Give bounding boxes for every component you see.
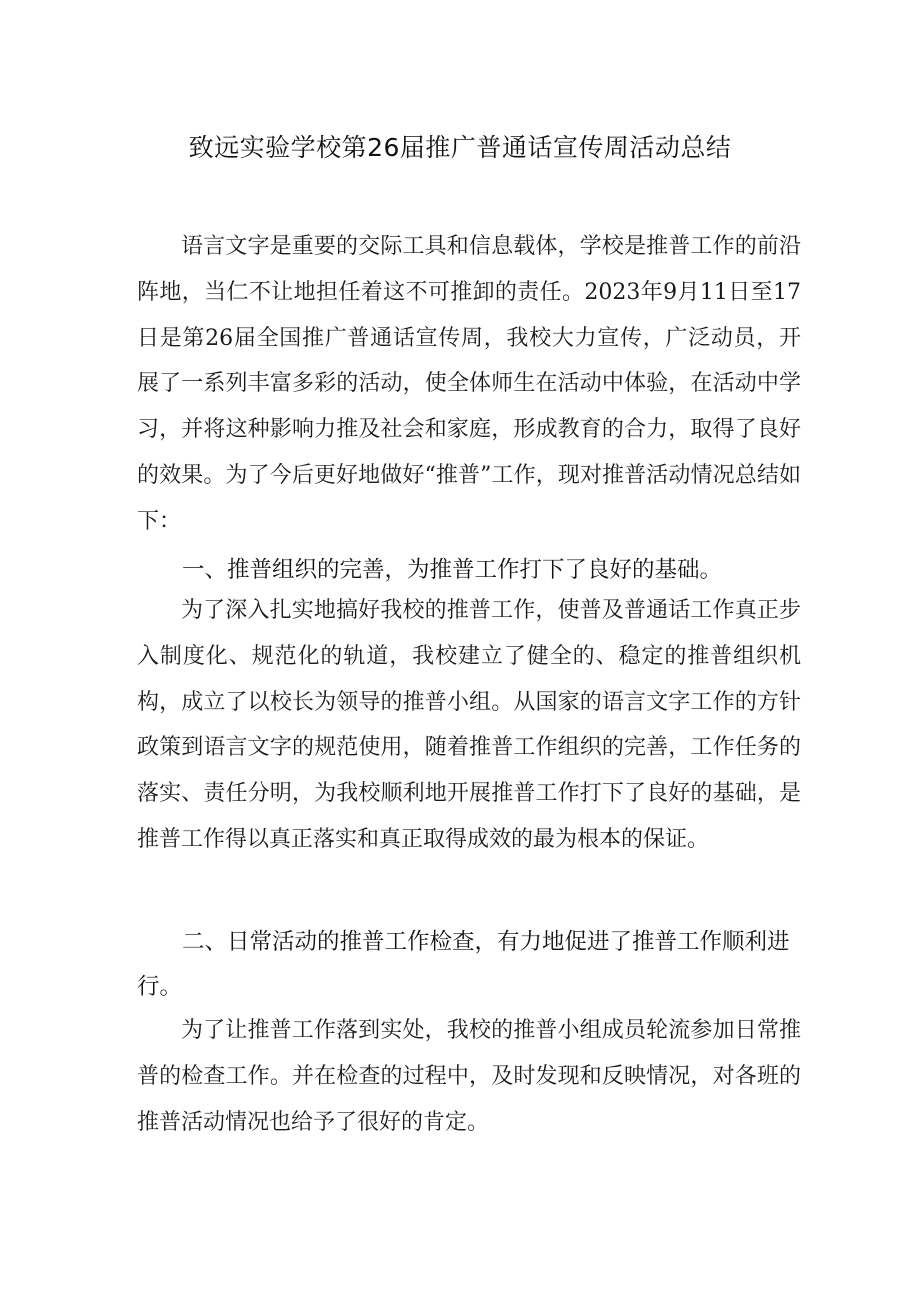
document-title: 致远实验学校第26届推广普通话宣传周活动总结 (188, 133, 732, 162)
section-body-2: 为了让推普工作落到实处，我校的推普小组成员轮流参加日常推普的检查工作。并在检查的过程中，及时发现和反映情况，对各班的推普活动情况也给予了很好的肯定。 (137, 1018, 801, 1135)
section-heading-1: 一、推普组织的完善，为推普工作打下了良好的基础。 (182, 557, 723, 583)
section-heading-2: 二、日常活动的推普工作检查，有力地促进了推普工作顺利进行。 (137, 929, 790, 1000)
intro-paragraph: 语言文字是重要的交际工具和信息载体，学校是推普工作的前沿阵地，当仁不让地担任着这不可推卸的责任。2023年9月11日至17日是第26届全国推广普通话宣传周，我校大力宣传，广泛动员，开展了一系列丰富多彩的活动，使全体师生在活动中体验，在活动中学习，并将这种影响力推及社会和家庭，形成教育的合力，取得了良好的效果。为了今后更好地做好“推普”工作，现对推普活动情况总结如下： (137, 234, 801, 534)
section-body-1: 为了深入扎实地搞好我校的推普工作，使普及普通话工作真正步入制度化、规范化的轨道，我校建立了健全的、稳定的推普组织机构，成立了以校长为领导的推普小组。从国家的语言文字工作的方针政策到语言文字的规范使用，随着推普工作组织的完善，工作任务的落实、责任分明，为我校顺利地开展推普工作打下了良好的基础，是推普工作得以真正落实和真正取得成效的最为根本的保证。 (137, 598, 801, 852)
